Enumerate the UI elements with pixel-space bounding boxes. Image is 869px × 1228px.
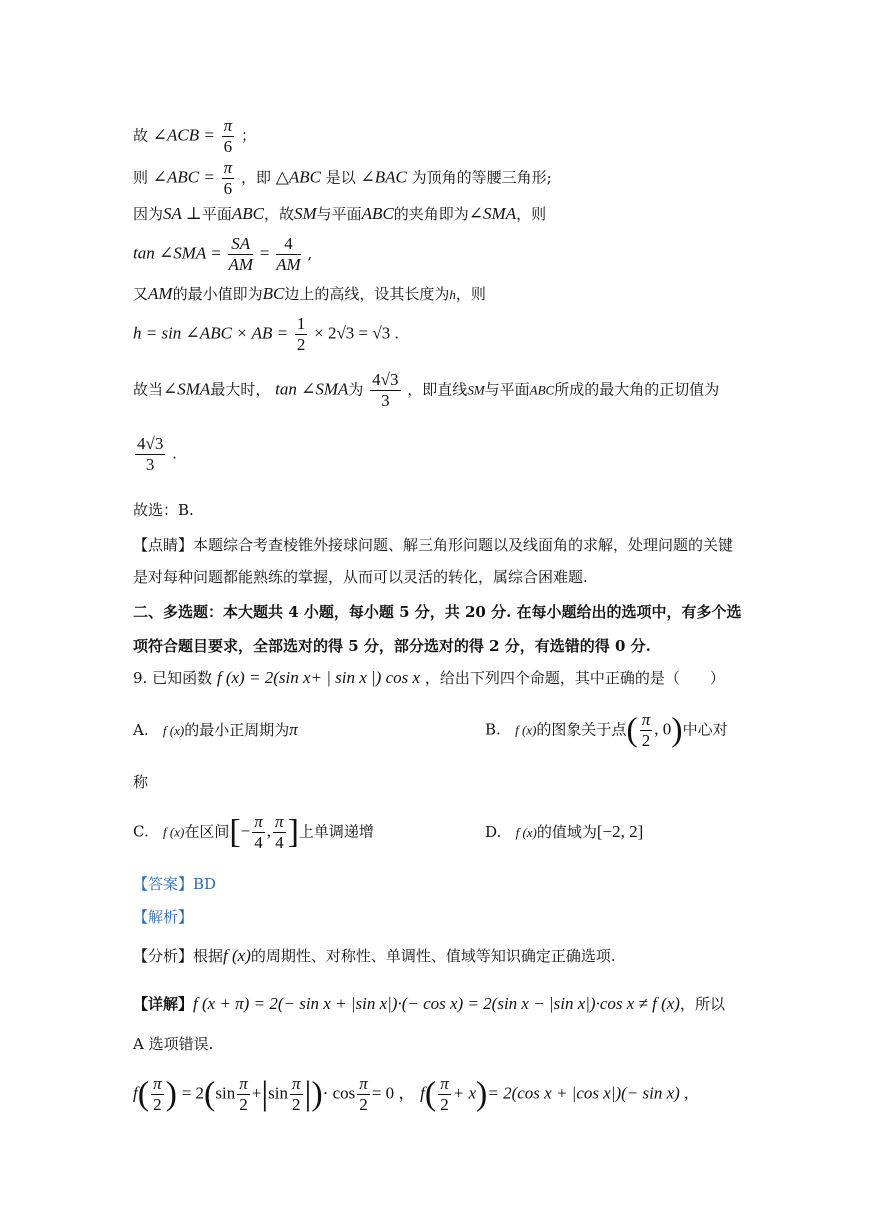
text: 在区间 [184,822,230,841]
math-expr: f [133,1083,138,1103]
text: 的值域为 [536,823,597,841]
math-expr: f (x) [515,722,537,738]
option-label: C. [133,822,149,841]
text: 称 [133,773,149,791]
text: 故当 [133,380,164,399]
text: 二、多选题：本大题共 4 小题，每小题 5 分，共 20 分. 在每小题给出的选项中，有多个选 [133,603,742,621]
option-b: B. f (x)的图象关于点( $\frac{\pi}{2}$ , 0)中心对 [485,710,728,750]
text: 是对每种问题都能熟练的掌握，从而可以灵活的转化，属综合困难题. [133,568,588,586]
numerator: π [254,812,263,831]
text: 则 [133,168,149,187]
numerator: π [275,812,284,831]
text: 边上的高线，设其长度为 [284,285,450,303]
xiangjie-continued [133,1034,213,1054]
line-acb [133,116,256,157]
line-choose [133,500,194,520]
option-c: C. f (x)在区间[− $\frac{\pi}{4}$ , $\frac{\pi}{4}$ ]上单调递增 [133,812,374,852]
math-expr: ABC [529,382,555,398]
text: 上单调递增 [298,822,374,841]
text: 是以 [325,168,356,187]
text: ，即 [240,168,271,187]
denominator: 2 [359,1095,368,1114]
denominator: 6 [223,179,233,198]
option-d [485,822,643,843]
denominator: 6 [223,137,233,156]
numerator: 4√3 [372,370,399,389]
math-expr: · cos [322,1083,356,1103]
math-expr: f (x) = 2(sin x+ | sin x |) cos x [216,668,421,687]
text: 所成的最大角的正切值为 [554,380,720,399]
math-expr: BC [262,284,285,303]
text: ，给出下列四个命题，其中正确的是（ ） [424,669,725,687]
section-header-1 [133,602,742,622]
option-label: B. [485,720,501,739]
denominator: 2 [440,1095,449,1114]
math-expr: × 2√3 = √3 . [314,323,399,343]
text: 【解析】 [133,908,194,926]
line-abc [133,158,552,199]
fraction [357,1074,370,1115]
fraction [222,158,235,199]
text: ，故 [263,205,294,223]
text: 故选：B. [133,501,194,519]
fraction [370,370,400,411]
line-answer-value [133,434,177,475]
math-expr: f (x) [163,824,185,840]
option-b-continued [133,772,148,792]
text: 的最小正周期为 [184,721,290,739]
math-expr: ∠SMA [468,204,517,223]
numerator: SA [228,234,253,255]
denominator: 3 [145,455,155,474]
math-expr: f (x) [515,825,537,840]
text: . [172,444,177,463]
math-expr: h [449,287,456,302]
line-sa-perp [133,204,546,224]
line-dianjing-2 [133,567,588,587]
text: , [307,244,313,263]
math-expr: AM [148,284,173,303]
math-expr: + x [452,1083,477,1103]
fraction [273,812,286,853]
text: ，则 [455,285,486,303]
fraction [640,710,653,751]
math-expr: [−2, 2] [596,822,644,841]
line-max-angle [133,370,719,411]
fraction [252,812,265,853]
text: 【分析】根据 [133,947,224,965]
math-expr: tan ∠SMA [275,379,349,399]
text: ，则 [516,205,547,223]
text: 的图象关于点 [536,720,627,739]
xiangjie-line [133,994,725,1014]
text: 故 [133,126,149,145]
line-f-pi-2: f( $\frac{\pi}{2}$ ) = 2(sin $\frac{\pi}{2}$ +|sin $\frac{\pi}{2}$ |)· cos $\frac{\pi}{2}$ = 0 ， f( $\frac{\pi}{2}$ + x)= 2(cos x + |cos x|)(− sin x) , [133,1074,689,1114]
math-expr: + [251,1083,262,1103]
text: 9. 已知函数 [133,669,213,687]
question-9 [133,668,725,688]
denominator: 2 [239,1095,248,1114]
math-expr: f (x) [223,946,251,965]
numerator: π [153,1074,162,1093]
text: 的最小值即为 [172,285,263,303]
math-expr: = 0 ， [371,1083,416,1103]
math-expr: ∠BAC [360,167,407,187]
denominator: 4 [275,833,284,852]
math-expr: sin [215,1083,236,1103]
fraction [222,116,235,157]
math-expr: tan ∠SMA = [133,243,222,263]
denominator: AM [276,255,301,274]
math-expr: f (x) [162,723,185,738]
numerator: π [292,1074,301,1093]
math-expr: SM [293,204,317,223]
text: ； [240,126,256,145]
text: 与平面 [484,380,530,399]
math-expr: ∠SMA [163,379,211,399]
line-h-value [133,314,399,355]
math-expr: = 2 [181,1083,205,1103]
option-label: A. [133,721,149,739]
line-tan-sma: tan ∠SMA = $\frac{SA}{AM}$ = $\frac{4}{AM}$ , [133,234,313,274]
math-expr: = 2(cos x + |cos x|)(− sin x) , [487,1083,689,1103]
numerator: π [440,1074,449,1093]
text: A 选项错误. [133,1035,214,1053]
math-expr: △ABC [275,167,321,187]
fraction [438,1074,451,1115]
text: 平面 [201,205,232,223]
option-a [133,720,298,741]
text: 为 [348,380,364,399]
math-expr: ∠ABC = [152,167,215,187]
text: 的周期性、对称性、单调性、值域等知识确定正确选项. [250,947,616,965]
text: ，即直线 [407,380,468,399]
text: 的夹角即为 [393,205,469,223]
math-expr: SM [467,382,485,398]
text: ，所以 [679,995,725,1013]
math-expr: f (x + π) = 2(− sin x + |sin x|)·(− cos x) = 2(sin x − |sin x|)·cos x ≠ f (x) [193,994,680,1013]
math-expr: ABC [361,204,394,223]
text: 与平面 [316,205,362,223]
text: 又 [133,285,149,303]
text: 因为 [133,205,164,223]
numerator: 4√3 [137,434,164,453]
fraction [295,314,308,355]
text: 【详解】 [133,995,194,1013]
line-am-min [133,284,486,305]
numerator: 1 [296,314,306,333]
fraction [228,234,253,275]
text: 项符合题目要求，全部选对的得 5 分，部分选对的得 2 分，有选错的得 0 分. [133,637,651,655]
line-dianjing-1 [133,535,733,555]
math-expr: π [289,720,298,739]
fraction [135,434,165,475]
fraction [290,1074,303,1115]
math-expr: ∠ACB = [152,125,215,145]
text: 【点睛】本题综合考查棱锥外接球问题、解三角形问题以及线面角的求解，处理问题的关键 [133,536,734,554]
numerator: 4 [276,234,301,255]
denominator: 2 [153,1095,162,1114]
answer-line [133,874,216,894]
numerator: π [239,1074,248,1093]
math-expr: sin [268,1083,288,1103]
text: 为顶角的等腰三角形; [411,168,552,187]
answer-text: 【答案】BD [133,875,217,893]
numerator: π [641,710,651,729]
math-expr: f [420,1083,425,1103]
option-label: D. [485,823,502,841]
fraction [151,1074,164,1115]
section-header-2 [133,636,651,656]
fraction [237,1074,250,1115]
math-expr: SA ⊥ [163,204,202,223]
analysis-heading [133,907,193,927]
fenxi-line [133,946,616,966]
math-expr: h = sin ∠ABC × AB = [133,323,289,343]
math-expr: , 0 [654,719,672,739]
denominator: 2 [641,731,651,750]
denominator: 2 [296,335,306,354]
numerator: π [359,1074,368,1093]
numerator: π [223,158,233,177]
numerator: π [223,116,233,135]
denominator: AM [228,255,254,274]
fraction [276,234,301,275]
denominator: 2 [292,1095,301,1114]
text: 中心对 [682,720,728,739]
math-expr: ABC [231,204,264,223]
text: 最大时， [210,380,271,399]
denominator: 4 [254,833,263,852]
denominator: 3 [381,391,390,410]
